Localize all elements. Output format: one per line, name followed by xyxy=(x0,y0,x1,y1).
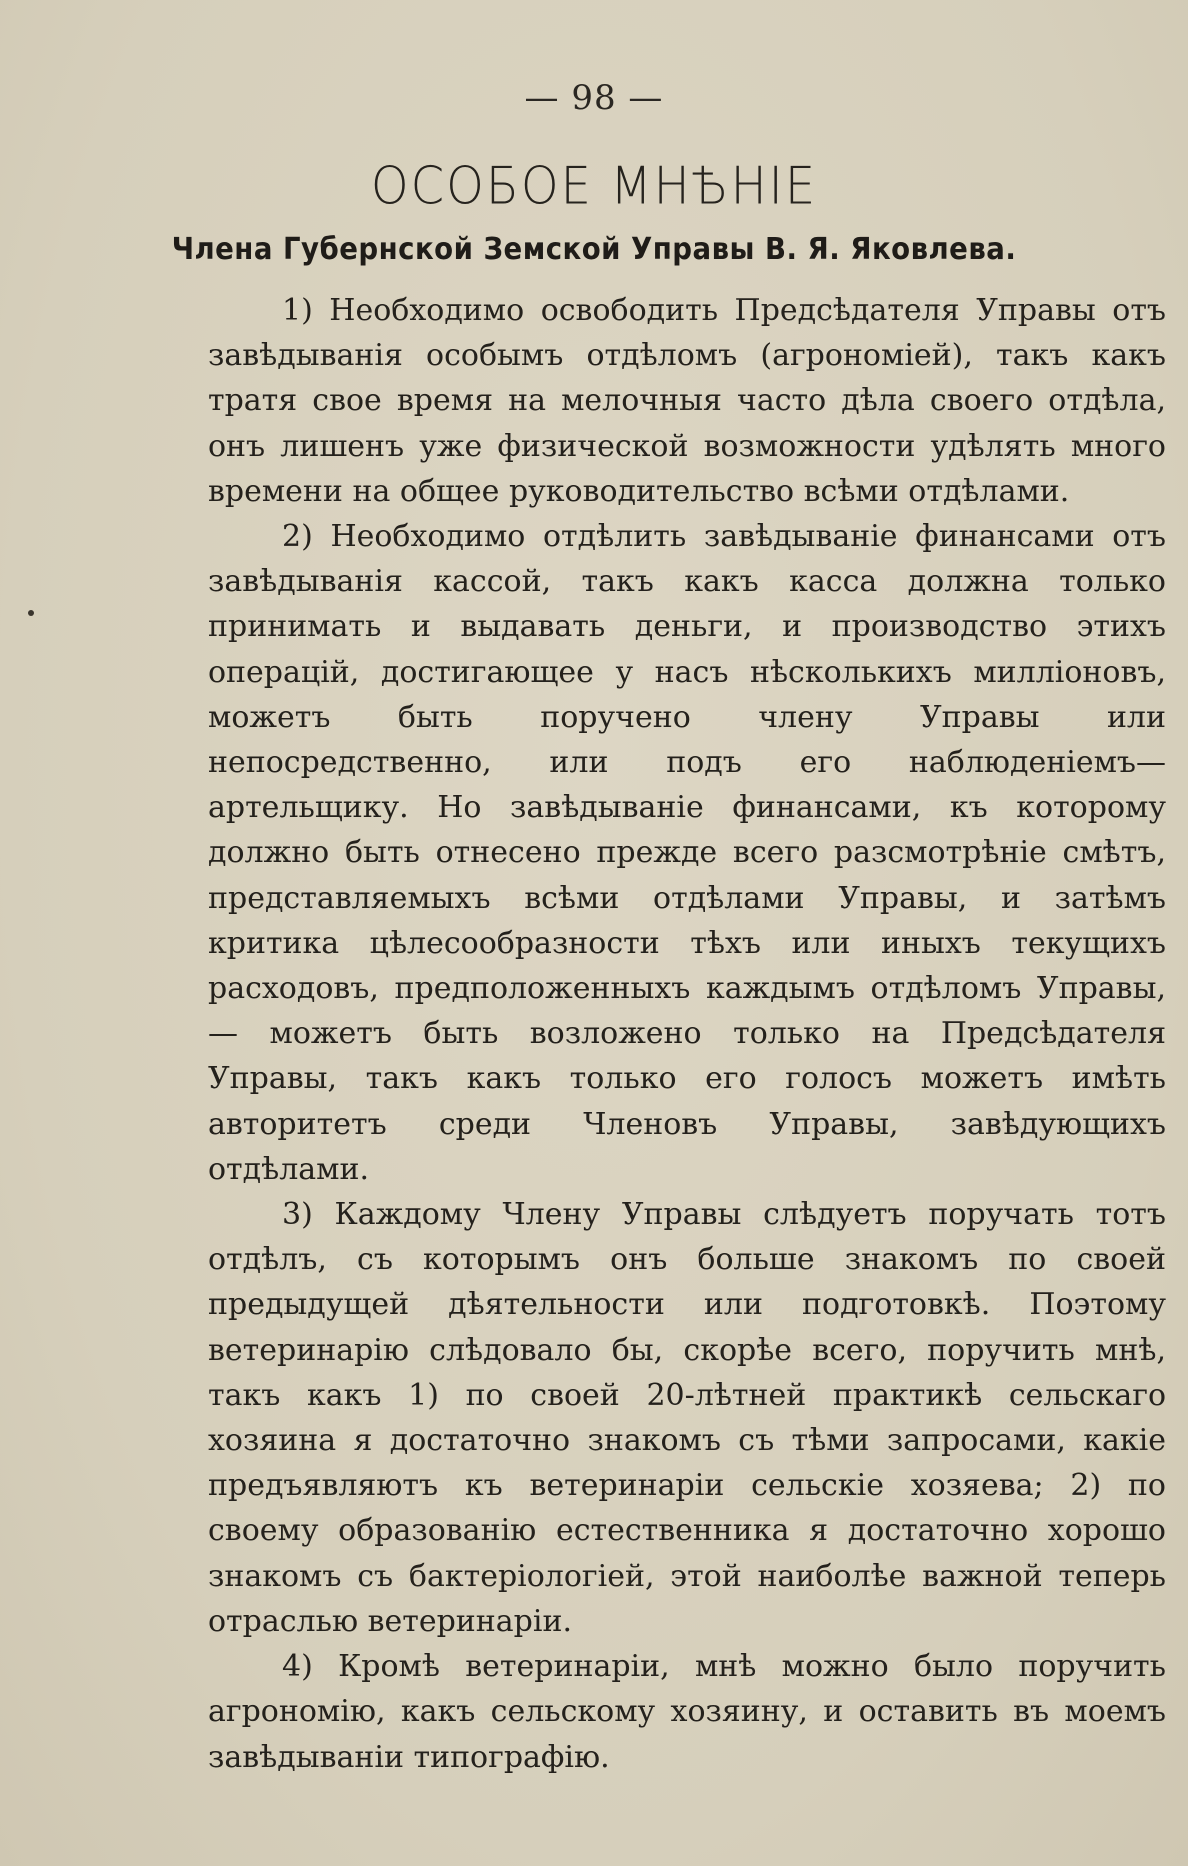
paragraph-3: 3) Каждому Члену Управы слѣдуетъ поручать тотъ отдѣлъ, съ которымъ онъ больше знакомъ по своей предыдущей дѣятельности или подготовкѣ. Поэтому ветеринарію слѣдовало бы, скорѣе всего, поручить мнѣ, такъ какъ 1) по своей 20-лѣтней практикѣ сельскаго хозяина я достаточно знакомъ съ тѣми запросами, какіе предъявляютъ къ ветеринаріи сельскіе хозяева; 2) по своему образованію естественника я достаточно хорошо знакомъ съ бактеріологіей, этой наиболѣе важной теперь отраслью ветеринаріи. xyxy=(208,1197,1166,1639)
paragraph-2: 2) Необходимо отдѣлить завѣдываніе финансами отъ завѣдыванія кассой, такъ какъ касса должна только принимать и выдавать деньги, и производство этихъ операцій, достигающее у насъ нѣсколькихъ милліоновъ, можетъ быть поручено члену Управы или непосредственно, или подъ его наблюденіемъ—артельщику. Но завѣдываніе финансами, къ которому должно быть отнесено прежде всего разсмотрѣніе смѣтъ, представляемыхъ всѣми отдѣлами Управы, и затѣмъ критика цѣлесообразности тѣхъ или иныхъ текущихъ расходовъ, предположенныхъ каждымъ отдѣломъ Управы,— можетъ быть возложено только на Предсѣдателя Управы, такъ какъ только его голосъ можетъ имѣть авторитетъ среди Членовъ Управы, завѣдующихъ отдѣлами. xyxy=(208,519,1166,1187)
document-subtitle: Члена Губернской Земской Управы В. Я. Яковлева. xyxy=(171,232,1017,267)
paragraph-1: 1) Необходимо освободить Предсѣдателя Управы отъ завѣдыванія особымъ отдѣломъ (агрономіей), такъ какъ тратя свое время на мелочныя часто дѣла своего отдѣла, онъ лишенъ уже физической возможности удѣлять много времени на общее руководительство всѣми отдѣлами. xyxy=(208,293,1166,509)
page-number: — 98 — xyxy=(524,78,664,118)
document-body xyxy=(208,288,1166,1780)
document-title: ОСОБОЕ МНѢНІЕ xyxy=(370,155,818,217)
paragraph-4: 4) Кромѣ ветеринаріи, мнѣ можно было поручить агрономію, какъ сельскому хозяину, и оставить въ моемъ завѣдываніи типографію. xyxy=(208,1649,1166,1775)
ink-speck xyxy=(28,610,34,616)
